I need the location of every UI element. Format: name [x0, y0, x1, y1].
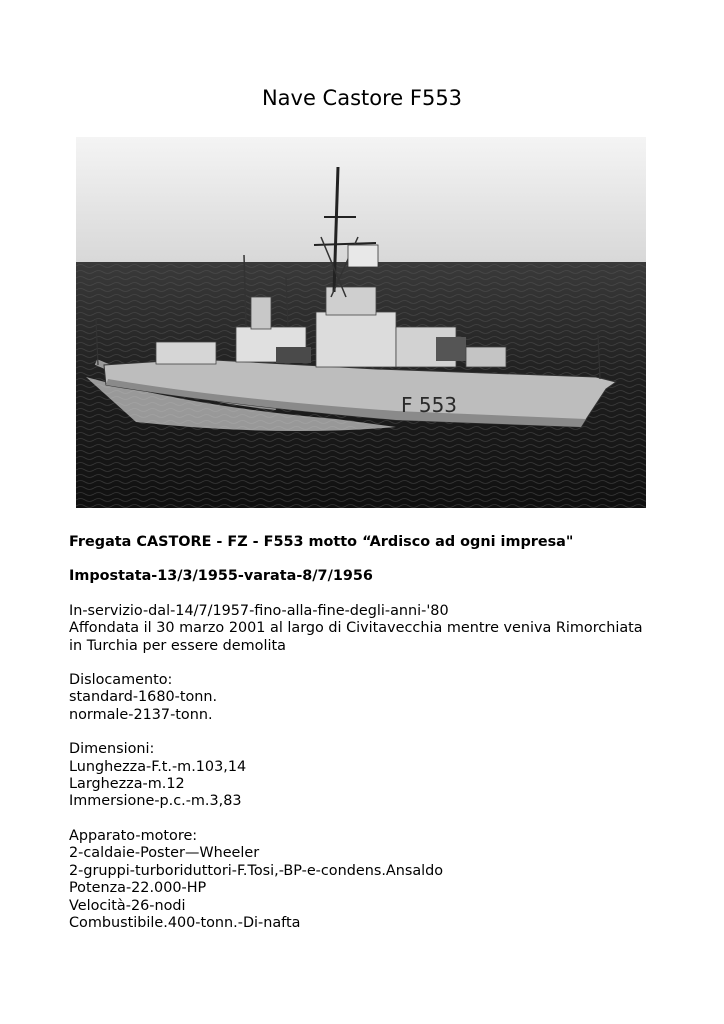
- text-line: 2-gruppi-turboriduttori-F.Tosi,-BP-e-condens.Ansaldo: [69, 862, 444, 879]
- text-line: Combustibile.400-tonn.-Di-nafta: [69, 914, 301, 931]
- text-line: standard-1680-tonn.: [69, 689, 218, 706]
- document-body: [69, 534, 669, 932]
- text-line: Potenza-22.000-HP: [69, 880, 207, 897]
- displacement-section: [69, 672, 669, 724]
- ship-photo: [76, 137, 646, 508]
- section-label: Dislocamento:: [69, 672, 173, 689]
- section-label: Apparato-motore:: [69, 827, 198, 844]
- text-line: In-servizio-dal-14/7/1957-fino-alla-fine-degli-anni-'80: [69, 602, 449, 619]
- text-line: Affondata il 30 marzo 2001 al largo di Civitavecchia mentre veniva Rimorchiata: [69, 620, 643, 637]
- engine-section: [69, 828, 669, 932]
- text-line: normale-2137-tonn.: [69, 706, 213, 723]
- heading-frigate: Fregata CASTORE - FZ - F553 motto “Ardisco ad ogni impresa": [69, 534, 574, 550]
- text-line: Immersione-p.c.-m.3,83: [69, 793, 242, 810]
- dimensions-section: [69, 741, 669, 811]
- section-label: Dimensioni:: [69, 741, 155, 758]
- hull-marking: F 553: [401, 393, 458, 417]
- text-line: Larghezza-m.12: [69, 776, 185, 793]
- text-line: Lunghezza-F.t.-m.103,14: [69, 758, 247, 775]
- heading-dates: Impostata-13/3/1955-varata-8/7/1956: [69, 568, 373, 585]
- text-line: 2-caldaie-Poster—Wheeler: [69, 845, 260, 862]
- page-title: Nave Castore F553: [261, 86, 463, 110]
- text-line: in Turchia per essere demolita: [69, 637, 286, 654]
- text-line: Velocità-26-nodi: [69, 897, 186, 914]
- service-paragraph: [69, 603, 669, 655]
